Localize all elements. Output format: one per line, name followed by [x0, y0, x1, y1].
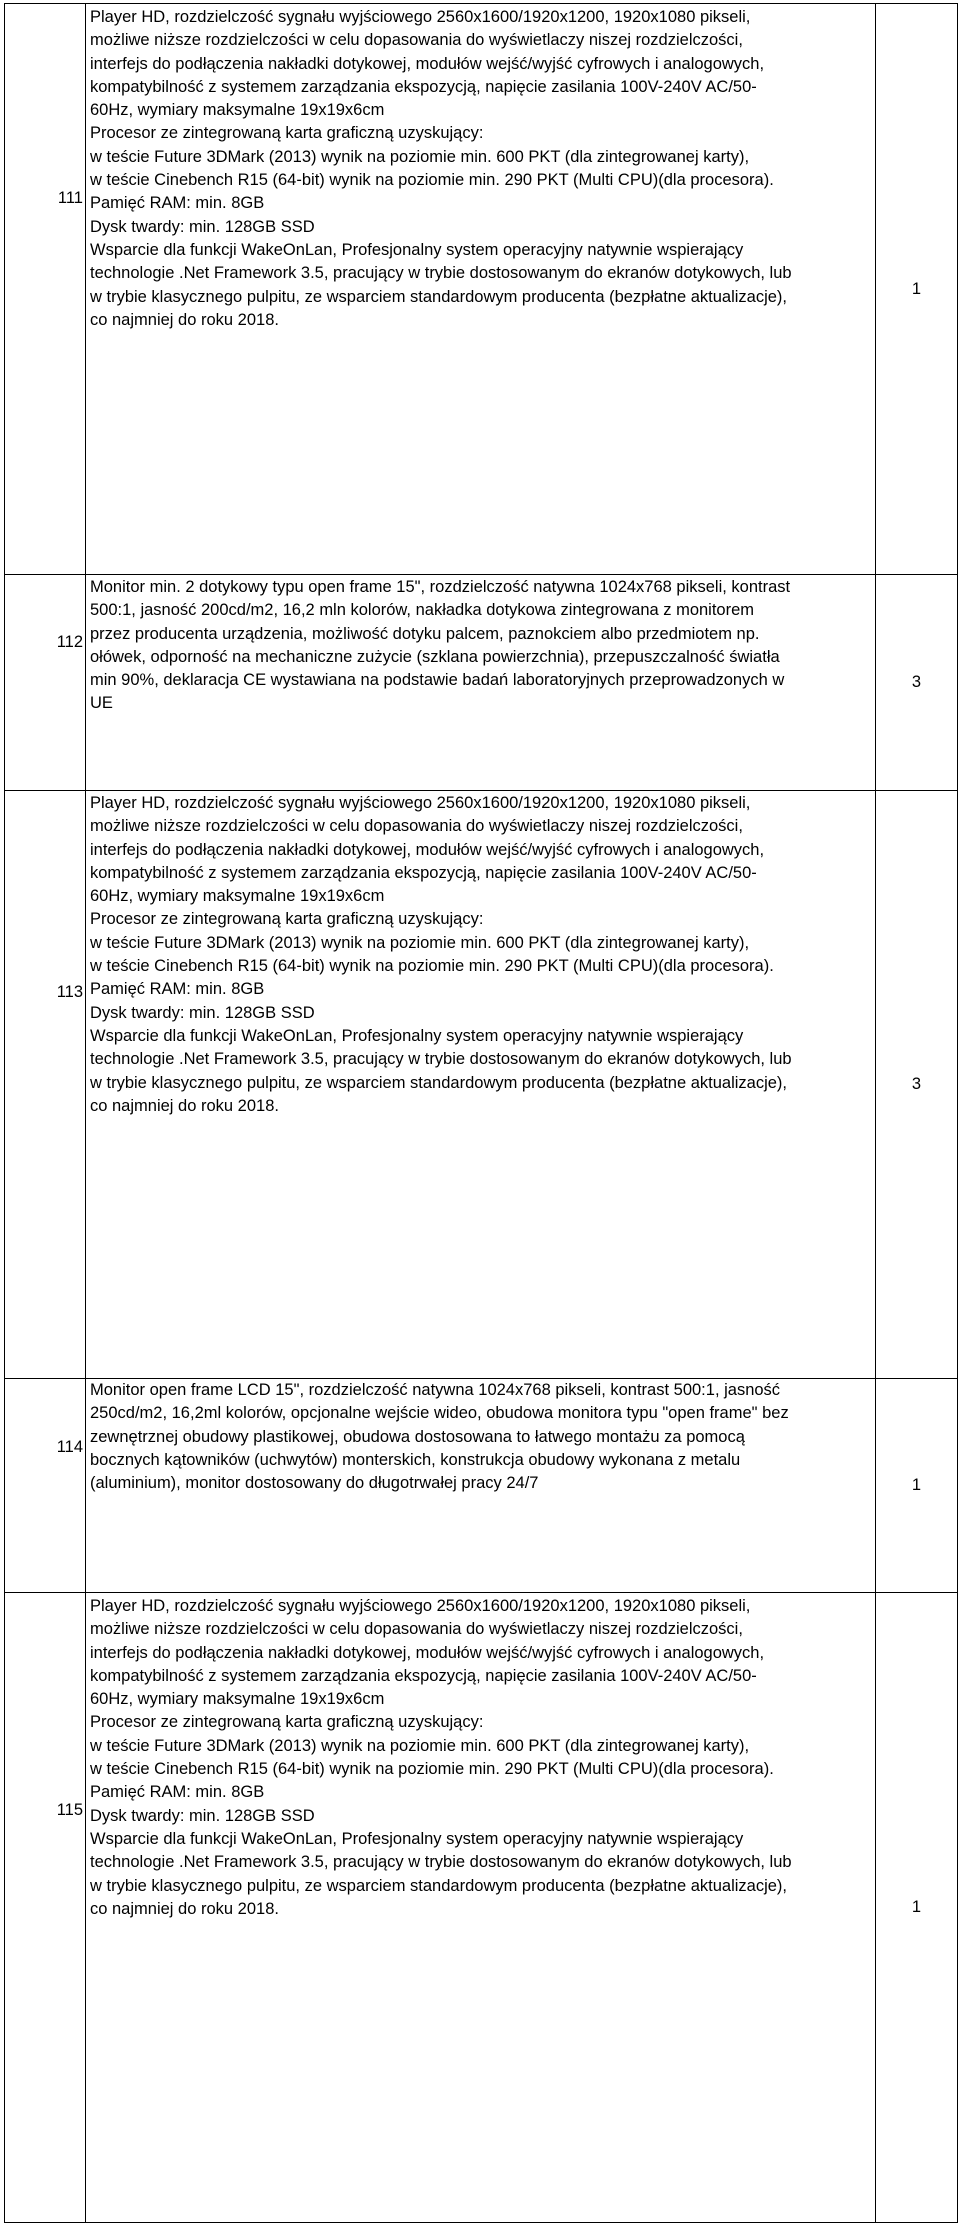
item-description: Monitor open frame LCD 15", rozdzielczość natywna 1024x768 pikseli, kontrast 500:1, jasność 250cd/m2, 16,2ml kolorów, opcjonalne wejście wideo, obudowa monitora typu "open frame" bez zewnętrznej obudowy plastikowej, obudowa dostosowana to łatwego montażu za pomocą bocznych kątowników (uchwytów) monterskich, konstrukcja obudowy wykonana z metalu (aluminium), monitor dostosowany do długotrwałej pracy 24/7: [86, 1379, 876, 1593]
item-number: 115: [5, 1593, 86, 2223]
item-description: Player HD, rozdzielczość sygnału wyjściowego 2560x1600/1920x1200, 1920x1080 pikseli, możliwe niższe rozdzielczości w celu dopasowania do wyświetlaczy niszej rozdzielczości, interfejs do podłączenia nakładki dotykowej, modułów wejść/wyjść cyfrowych i analogowych, kompatybilność z systemem zarządzania ekspozycją, napięcie zasilania 100V-240V AC/50- 60Hz, wymiary maksymalne 19x19x6cm Procesor ze zintegrowaną karta graficzną uzyskujący: w teście Future 3DMark (2013) wynik na poziomie min. 600 PKT (dla zintegrowanej karty), w teście Cinebench R15 (64-bit) wynik na poziomie min. 290 PKT (Multi CPU)(dla procesora). Pamięć RAM: min. 8GB Dysk twardy: min. 128GB SSD Wsparcie dla funkcji WakeOnLan, Profesjonalny system operacyjny natywnie wspierający technologie .Net Framework 3.5, pracujący w trybie dostosowanym do ekranów dotykowych, lub w trybie klasycznego pulpitu, ze wsparciem standardowym producenta (bezpłatne aktualizacje), co najmniej do roku 2018.: [86, 4, 876, 575]
specification-table: [4, 3, 958, 2223]
table-row: [5, 791, 958, 1379]
item-number: 113: [5, 791, 86, 1379]
item-description: Monitor min. 2 dotykowy typu open frame 15", rozdzielczość natywna 1024x768 pikseli, kontrast 500:1, jasność 200cd/m2, 16,2 mln kolorów, nakładka dotykowa zintegrowana z monitorem przez producenta urządzenia, możliwość dotyku palcem, paznokciem albo przedmiotem np. ołówek, odporność na mechaniczne zużycie (szklana powierzchnia), przepuszczalność światła min 90%, deklaracja CE wystawiana na podstawie badań laboratoryjnych przeprowadzonych w UE: [86, 575, 876, 791]
table-row: [5, 575, 958, 791]
item-number: 111: [5, 4, 86, 575]
item-quantity: 3: [876, 575, 958, 791]
item-number: 112: [5, 575, 86, 791]
item-quantity: 1: [876, 4, 958, 575]
table-row: [5, 1593, 958, 2223]
item-quantity: 1: [876, 1379, 958, 1593]
item-quantity: 3: [876, 791, 958, 1379]
item-quantity: 1: [876, 1593, 958, 2223]
item-number: 114: [5, 1379, 86, 1593]
item-description: Player HD, rozdzielczość sygnału wyjściowego 2560x1600/1920x1200, 1920x1080 pikseli, możliwe niższe rozdzielczości w celu dopasowania do wyświetlaczy niszej rozdzielczości, interfejs do podłączenia nakładki dotykowej, modułów wejść/wyjść cyfrowych i analogowych, kompatybilność z systemem zarządzania ekspozycją, napięcie zasilania 100V-240V AC/50- 60Hz, wymiary maksymalne 19x19x6cm Procesor ze zintegrowaną karta graficzną uzyskujący: w teście Future 3DMark (2013) wynik na poziomie min. 600 PKT (dla zintegrowanej karty), w teście Cinebench R15 (64-bit) wynik na poziomie min. 290 PKT (Multi CPU)(dla procesora). Pamięć RAM: min. 8GB Dysk twardy: min. 128GB SSD Wsparcie dla funkcji WakeOnLan, Profesjonalny system operacyjny natywnie wspierający technologie .Net Framework 3.5, pracujący w trybie dostosowanym do ekranów dotykowych, lub w trybie klasycznego pulpitu, ze wsparciem standardowym producenta (bezpłatne aktualizacje), co najmniej do roku 2018.: [86, 791, 876, 1379]
table-row: [5, 1379, 958, 1593]
table-row: [5, 4, 958, 575]
item-description: Player HD, rozdzielczość sygnału wyjściowego 2560x1600/1920x1200, 1920x1080 pikseli, możliwe niższe rozdzielczości w celu dopasowania do wyświetlaczy niszej rozdzielczości, interfejs do podłączenia nakładki dotykowej, modułów wejść/wyjść cyfrowych i analogowych, kompatybilność z systemem zarządzania ekspozycją, napięcie zasilania 100V-240V AC/50- 60Hz, wymiary maksymalne 19x19x6cm Procesor ze zintegrowaną karta graficzną uzyskujący: w teście Future 3DMark (2013) wynik na poziomie min. 600 PKT (dla zintegrowanej karty), w teście Cinebench R15 (64-bit) wynik na poziomie min. 290 PKT (Multi CPU)(dla procesora). Pamięć RAM: min. 8GB Dysk twardy: min. 128GB SSD Wsparcie dla funkcji WakeOnLan, Profesjonalny system operacyjny natywnie wspierający technologie .Net Framework 3.5, pracujący w trybie dostosowanym do ekranów dotykowych, lub w trybie klasycznego pulpitu, ze wsparciem standardowym producenta (bezpłatne aktualizacje), co najmniej do roku 2018.: [86, 1593, 876, 2223]
